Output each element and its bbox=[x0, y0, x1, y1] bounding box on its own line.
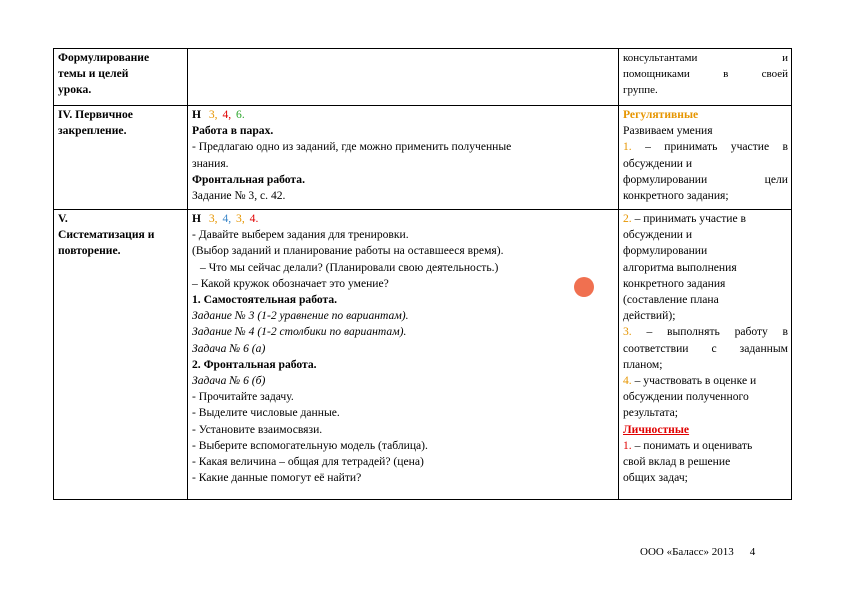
content-line: – Какой кружок обозначает это умение? bbox=[192, 276, 389, 290]
uud-number: 1. bbox=[623, 438, 632, 452]
uud-item bbox=[623, 139, 788, 155]
uud-text: обсуждении полученного bbox=[623, 390, 749, 404]
stage-text: V. bbox=[58, 212, 68, 225]
uud-text: – участвовать в оценке и bbox=[634, 374, 757, 388]
content-cell bbox=[188, 49, 619, 106]
section-heading: 1. Самостоятельная работа. bbox=[192, 293, 338, 307]
uud-text: помощниками в своей bbox=[623, 68, 788, 80]
content-line: - Предлагаю одно из заданий, где можно применить полученные bbox=[192, 140, 512, 154]
uud-item bbox=[623, 211, 788, 227]
stage-cell bbox=[54, 106, 188, 210]
uud-number: 1. bbox=[623, 140, 632, 154]
uud-text: свой вклад в решение bbox=[623, 455, 731, 469]
stage-text: закрепление. bbox=[58, 124, 127, 138]
stage-text: Формулирование bbox=[58, 51, 150, 64]
uud-text: (составление плана bbox=[623, 293, 719, 307]
stage-text: Систематизация и bbox=[58, 228, 155, 242]
stage-text: повторение. bbox=[58, 244, 121, 258]
uud-text: формулировании bbox=[623, 244, 708, 258]
uud-heading: Регулятивные bbox=[623, 108, 699, 121]
task-number: 3, bbox=[208, 108, 218, 121]
content-line: (Выбор заданий и планирование работы на оставшееся время). bbox=[192, 244, 504, 258]
uud-text: Развиваем умения bbox=[623, 124, 713, 138]
uud-cell bbox=[619, 106, 792, 210]
task-number: 6. bbox=[236, 108, 245, 121]
step-line: - Выделите числовые данные. bbox=[192, 406, 340, 420]
marker-circle bbox=[574, 277, 594, 297]
task-number: 4. bbox=[249, 212, 259, 225]
uud-text: консультантами и bbox=[623, 52, 788, 64]
content-line: – Что мы сейчас делали? (Планировали свою деятельность.) bbox=[200, 260, 499, 274]
step-line: - Выберите вспомогательную модель (таблица). bbox=[192, 438, 428, 452]
step-line: - Какие данные помогут её найти? bbox=[192, 471, 362, 485]
step-line: - Установите взаимосвязи. bbox=[192, 422, 323, 436]
task-line: Задача № 6 (а) bbox=[192, 341, 266, 355]
stage-text: IV. Первичное bbox=[58, 108, 133, 121]
task-line: Задача № 6 (б) bbox=[192, 374, 266, 388]
section-heading: 2. Фронтальная работа. bbox=[192, 357, 317, 371]
stage-cell bbox=[54, 49, 188, 106]
content-cell bbox=[188, 210, 619, 500]
uud-number: 2. bbox=[623, 212, 632, 225]
task-prefix: Н bbox=[192, 212, 202, 225]
task-line: Задание № 3 (1-2 уравнение по вариантам). bbox=[192, 309, 409, 323]
footer-text: ООО «Баласс» 2013 bbox=[640, 546, 734, 558]
content-line: Задание № 3, с. 42. bbox=[192, 189, 286, 203]
task-line: Задание № 4 (1-2 столбики по вариантам). bbox=[192, 325, 407, 339]
uud-text: алгоритма выполнения bbox=[623, 260, 737, 274]
content-cell bbox=[188, 106, 619, 210]
table-row bbox=[54, 210, 792, 500]
task-prefix: Н bbox=[192, 108, 202, 121]
content-line: знания. bbox=[192, 156, 229, 170]
stage-text: урока. bbox=[58, 83, 92, 97]
task-number: 3, bbox=[208, 212, 218, 225]
content-line: - Давайте выберем задания для тренировки. bbox=[192, 228, 409, 242]
uud-heading: Личностные bbox=[623, 422, 690, 436]
uud-item bbox=[623, 324, 788, 340]
table-row bbox=[54, 49, 792, 106]
uud-text: – понимать и оценивать bbox=[634, 438, 753, 452]
uud-number: 3. bbox=[623, 325, 632, 339]
lesson-table bbox=[53, 48, 792, 500]
step-line: - Какая величина – общая для тетрадей? (цена) bbox=[192, 455, 424, 469]
uud-cell bbox=[619, 210, 792, 500]
uud-number: 4. bbox=[623, 374, 632, 388]
uud-text: группе. bbox=[623, 84, 658, 96]
uud-text: формулировании цели bbox=[623, 172, 788, 186]
uud-text: – принимать участие в bbox=[645, 140, 788, 154]
uud-text: результата; bbox=[623, 406, 678, 420]
uud-text: обсуждении и bbox=[623, 156, 693, 170]
section-heading: Фронтальная работа. bbox=[192, 172, 305, 186]
uud-item bbox=[623, 373, 788, 389]
footer bbox=[640, 546, 755, 558]
stage-text: темы и целей bbox=[58, 67, 129, 81]
uud-text: соответствии с заданным bbox=[623, 341, 788, 355]
uud-text: – принимать участие в bbox=[634, 212, 746, 225]
uud-text: планом; bbox=[623, 357, 663, 371]
task-number: 3, bbox=[236, 212, 245, 225]
uud-text: – выполнять работу в bbox=[646, 325, 788, 339]
task-number: 4, bbox=[222, 108, 232, 121]
uud-cell bbox=[619, 49, 792, 106]
page-number: 4 bbox=[749, 546, 756, 558]
uud-text: конкретного задания; bbox=[623, 189, 729, 203]
step-line: - Прочитайте задачу. bbox=[192, 390, 294, 404]
task-numbers bbox=[192, 107, 615, 123]
stage-cell bbox=[54, 210, 188, 500]
task-number: 4, bbox=[222, 212, 232, 225]
uud-text: обсуждении и bbox=[623, 228, 693, 242]
uud-text: общих задач; bbox=[623, 471, 688, 485]
section-heading: Работа в парах. bbox=[192, 124, 274, 138]
table-row bbox=[54, 106, 792, 210]
uud-text: конкретного задания bbox=[623, 276, 726, 290]
uud-item bbox=[623, 438, 788, 454]
task-numbers bbox=[192, 211, 615, 227]
uud-text: действий); bbox=[623, 309, 676, 323]
